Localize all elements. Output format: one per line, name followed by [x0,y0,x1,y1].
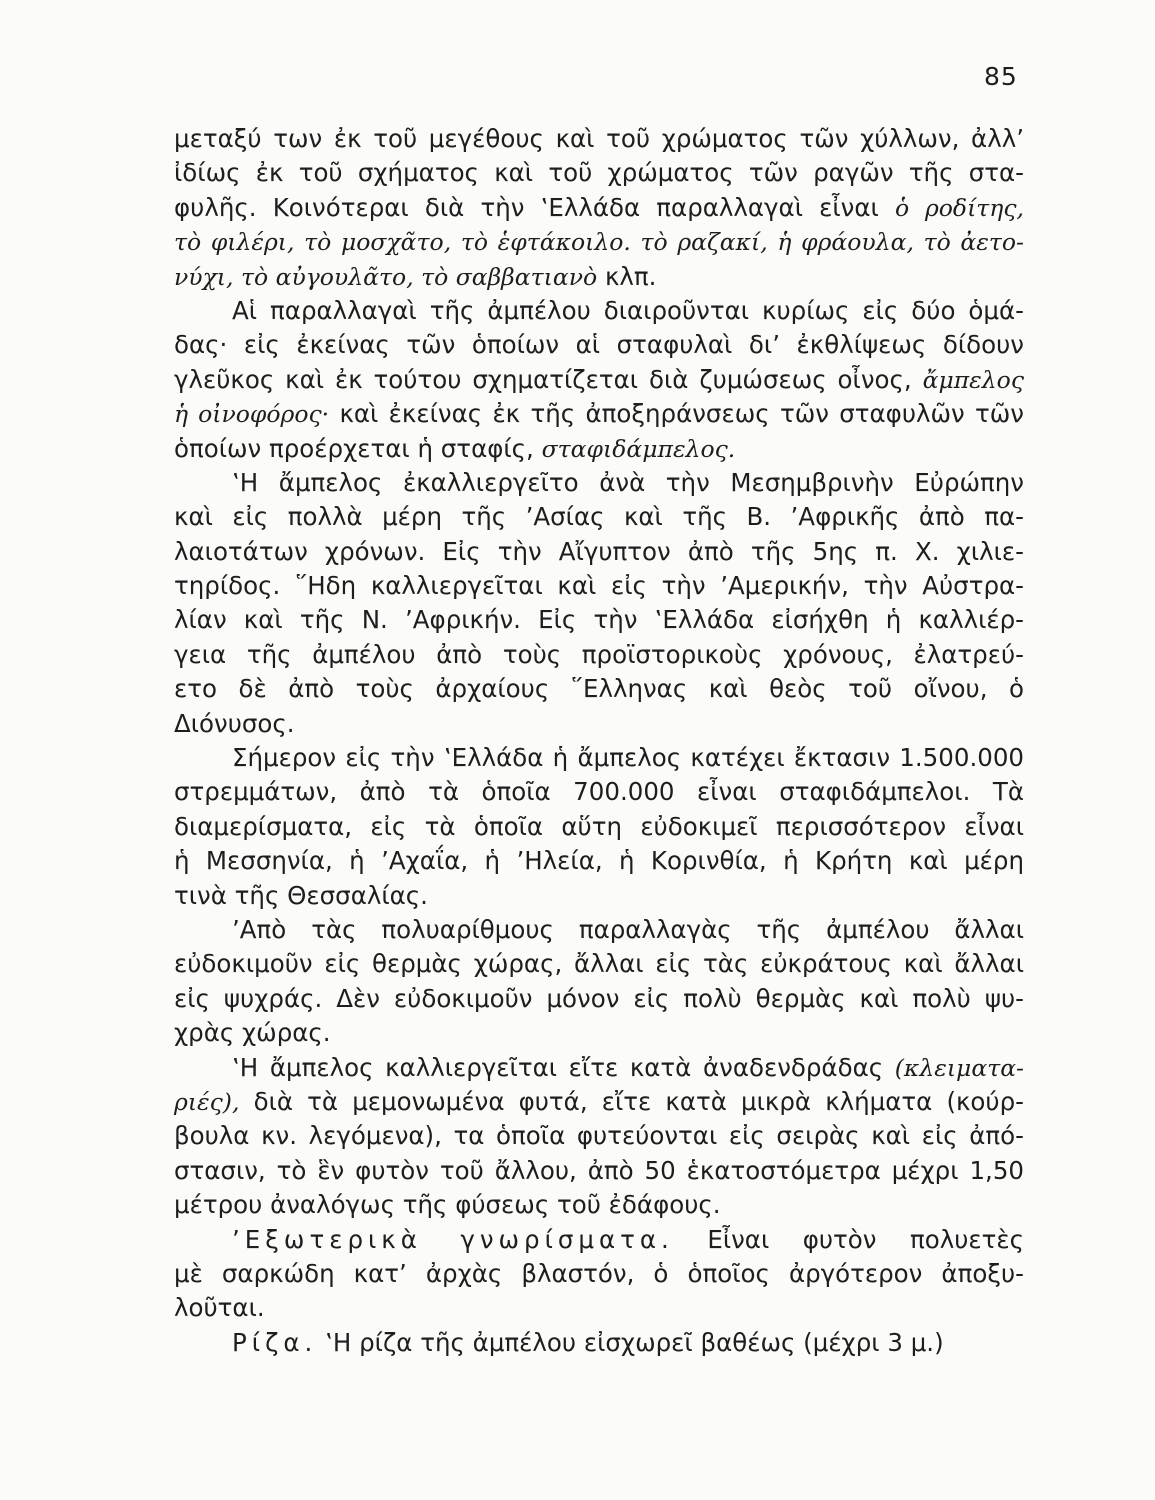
text-line [174,466,1024,500]
text-run: ἡ Μεσσηνία, ἡ ’Αχαΐα, ἡ ’Ηλεία, ἡ Κορινθία, ἡ Κρήτη καὶ μέρη [174,846,1024,876]
text-run: εὐδοκιμοῦν εἰς θερμὰς χώρας, ἄλλαι εἰς τὰς εὐκράτους καὶ ἄλλαι [174,949,1024,979]
text-line [174,879,1024,913]
text-line [174,1188,1024,1222]
text-line [174,397,1024,431]
text-line [174,1154,1024,1188]
italic-text: ἡ οἰνοφόρος· [174,400,330,429]
text-line [174,775,1024,809]
text-run: δας· εἰς ἐκείνας τῶν ὁποίων αἱ σταφυλαὶ δι’ ἐκθλίψεως δίδουν [174,330,1024,360]
text-line [174,810,1024,844]
text-line [174,294,1024,328]
text-run: φυλῆς. Κοινότεραι διὰ τὴν ‛Ελλάδα παραλλαγαὶ εἶναι [174,192,895,222]
text-run: εἰς ψυχράς. Δὲν εὐδοκιμοῦν μόνον εἰς πολὺ θερμὰς καὶ πολὺ ψυ- [174,983,1024,1013]
spaced-heading: Ρίζα. [232,1327,318,1357]
italic-text: (κλειματα- [894,1053,1024,1082]
italic-text: σταφιδάμπελος. [541,434,736,463]
text-line [174,191,1024,225]
paragraph [174,122,1024,294]
text-run: γλεῦκος καὶ ἐκ τούτου σχηματίζεται διὰ ζυμώσεως οἶνος, [174,364,923,394]
text-run: ‛Η ρίζα τῆς ἀμπέλου εἰσχωρεῖ βαθέως (μέχρι 3 μ.) [317,1327,944,1357]
text-line [174,672,1024,706]
text-line [174,1119,1024,1153]
text-run: βουλα κν. λεγόμενα), τα ὁποῖα φυτεύονται εἰς σειρὰς καὶ εἰς ἀπό- [174,1121,1024,1151]
text-line [174,535,1024,569]
text-line [174,432,1024,466]
text-run: ‛Η ἄμπελος ἐκαλλιεργεῖτο ἀνὰ τὴν Μεσημβρινὴν Εὐρώπην [232,467,1024,497]
text-line [174,1016,1024,1050]
text-run: κλπ. [597,261,657,291]
text-line [174,156,1024,190]
text-line [174,982,1024,1016]
text-run: διαμερίσματα, εἰς τὰ ὁποῖα αὕτη εὐδοκιμεῖ περισσότερον εἶναι [174,811,1024,841]
paragraph [174,294,1024,466]
text-run: Εἶναι φυτὸν πολυετὲς [673,1224,1024,1254]
text-line [174,122,1024,156]
paragraph [174,1326,1024,1360]
italic-text: νύχι, τὸ αὐγουλᾶτο, τὸ σαββατιανὸ [174,262,598,291]
text-line [174,844,1024,878]
text-run: καὶ εἰς πολλὰ μέρη τῆς ’Ασίας καὶ τῆς Β. ’Αφρικῆς ἀπὸ πα- [174,502,1024,532]
page-number: 85 [984,62,1018,91]
text-run: τηρίδος. ῞Ηδη καλλιεργεῖται καὶ εἰς τὴν ’Αμερικήν, τὴν Αὐστρα- [174,571,1024,601]
text-line [174,328,1024,362]
text-line [174,1085,1024,1119]
text-line [174,363,1024,397]
paragraph [174,913,1024,1051]
text-line [174,569,1024,603]
text-line [174,1223,1024,1257]
text-run: Αἱ παραλλαγαὶ τῆς ἀμπέλου διαιροῦνται κυρίως εἰς δύο ὁμά- [232,295,1024,325]
text-run: μὲ σαρκώδη κατ’ ἀρχὰς βλαστόν, ὁ ὁποῖος ἀργότερον ἀποξυ- [174,1258,1024,1288]
text-run: διὰ τὰ μεμονωμένα φυτά, εἴτε κατὰ μικρὰ κλήματα (κούρ- [239,1086,1024,1116]
text-run: λοῦται. [174,1293,265,1323]
paragraph [174,466,1024,741]
spaced-heading: ’Εξωτερικὰ γνωρίσματα. [232,1224,674,1254]
text-run: ὁποίων προέρχεται ἡ σταφίς, [174,433,542,463]
text-line [174,260,1024,294]
italic-text: ἄμπελος [922,365,1024,394]
text-line [174,1291,1024,1325]
text-run: μεταξύ των ἐκ τοῦ μεγέθους καὶ τοῦ χρώματος τῶν χύλλων, ἀλλ’ [174,124,1024,153]
text-run: τινὰ τῆς Θεσσαλίας. [174,880,428,910]
italic-text: ριές), [174,1087,240,1116]
text-run: ετο δὲ ἀπὸ τοὺς ἀρχαίους ῞Ελληνας καὶ θεὸς τοῦ οἴνου, ὁ [174,674,1024,704]
text-line [174,603,1024,637]
paragraph [174,741,1024,913]
text-run: μέτρου ἀναλόγως τῆς φύσεως τοῦ ἐδάφους. [174,1190,721,1220]
text-run: Σήμερον εἰς τὴν ‛Ελλάδα ἡ ἄμπελος κατέχει ἔκτασιν 1.500.000 [232,743,1024,773]
text-line [174,500,1024,534]
text-line [174,947,1024,981]
text-line [174,1257,1024,1291]
text-run: ‛Η ἄμπελος καλλιεργεῖται εἴτε κατὰ ἀναδενδράδας [232,1052,895,1082]
text-run: λαιοτάτων χρόνων. Εἰς τὴν Αἴγυπτον ἀπὸ τῆς 5ης π. Χ. χιλιε- [174,536,1024,566]
italic-text: ὁ ροδίτης, [894,193,1024,222]
text-line [174,638,1024,672]
text-run: χρὰς χώρας. [174,1018,331,1048]
text-run: λίαν καὶ τῆς Ν. ’Αφρικήν. Εἰς τὴν ‛Ελλάδα εἰσήχθη ἡ καλλιέρ- [174,605,1024,635]
text-run: καὶ ἐκείνας ἐκ τῆς ἀποξηράνσεως τῶν σταφυλῶν τῶν [329,399,1024,429]
text-line [174,1326,1024,1360]
text-line [174,1051,1024,1085]
paragraph [174,1051,1024,1223]
text-line [174,741,1024,775]
text-run: στρεμμάτων, ἀπὸ τὰ ὁποῖα 700.000 εἶναι σταφιδάμπελοι. Τὰ [174,777,1024,807]
text-line [174,225,1024,259]
text-run: στασιν, τὸ ἓν φυτὸν τοῦ ἄλλου, ἀπὸ 50 ἑκατοστόμετρα μέχρι 1,50 [174,1155,1024,1185]
paragraph [174,1223,1024,1326]
text-run: ἰδίως ἐκ τοῦ σχήματος καὶ τοῦ χρώματος τῶν ραγῶν τῆς στα- [174,158,1024,188]
text-run: Διόνυσος. [174,708,295,738]
text-line [174,913,1024,947]
text-run: ’Απὸ τὰς πολυαρίθμους παραλλαγὰς τῆς ἀμπέλου ἄλλαι [232,914,1024,944]
italic-text: τὸ φιλέρι, τὸ μοσχᾶτο, τὸ ἑφτάκοιλο. τὸ ραζακί, ἡ φράουλα, τὸ ἀετο- [174,228,1024,257]
body-text [174,122,1024,1360]
text-line [174,707,1024,741]
text-run: γεια τῆς ἀμπέλου ἀπὸ τοὺς προϊστορικοὺς χρόνους, ἐλατρεύ- [174,639,1024,669]
